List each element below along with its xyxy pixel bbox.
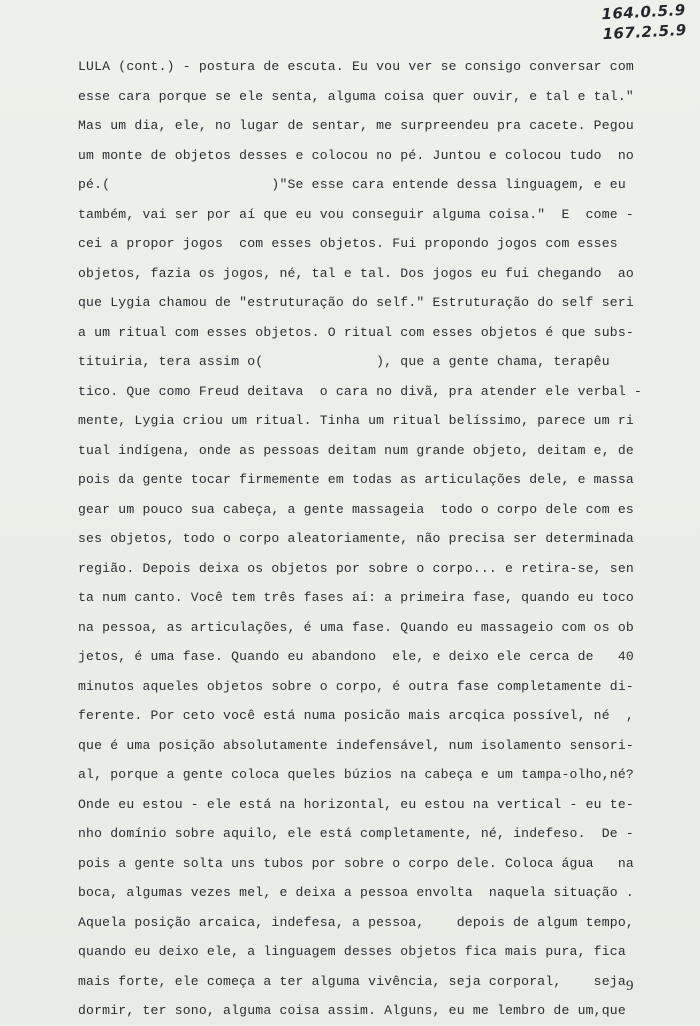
text-line: a um ritual com esses objetos. O ritual com esses objetos é que subs- <box>78 324 634 340</box>
text-line: ta num canto. Você tem três fases aí: a primeira fase, quando eu toco <box>78 590 634 605</box>
text-line: jetos, é uma fase. Quando eu abandono ele, e deixo ele cerca de 40 <box>78 649 634 664</box>
text-line: também, vai ser por aí que eu vou conseguir alguma coisa." E come - <box>78 206 634 222</box>
text-line: que é uma posição absolutamente indefensável, num isolamento sensori- <box>78 737 634 753</box>
text-line: pois a gente solta uns tubos por sobre o corpo dele. Coloca água na <box>78 855 634 871</box>
text-line: Mas um dia, ele, no lugar de sentar, me surpreendeu pra cacete. Pegou <box>78 118 634 133</box>
text-line: gear um pouco sua cabeça, a gente massageia todo o corpo dele com es <box>78 501 634 517</box>
text-line: mais forte, ele começa a ter alguma vivência, seja corporal, seja <box>78 973 626 989</box>
text-line: um monte de objetos desses e colocou no pé. Juntou e colocou tudo no <box>78 147 634 163</box>
text-line: tituiria, tera assim o( ), que a gente chama, terapêu <box>78 354 610 369</box>
text-line: LULA (cont.) - postura de escuta. Eu vou ver se consigo conversar com <box>78 59 634 74</box>
text-line: Aquela posição arcaica, indefesa, a pessoa, depois de algum tempo, <box>78 914 634 930</box>
text-line: tual indígena, onde as pessoas deitam num grande objeto, deitam e, de <box>78 442 634 458</box>
text-line: objetos, fazia os jogos, né, tal e tal. Dos jogos eu fui chegando ao <box>78 265 634 281</box>
handwritten-annotation <box>601 0 687 44</box>
text-line: Onde eu estou - ele está na horizontal, eu estou na vertical - eu te- <box>78 796 634 812</box>
text-line: que Lygia chamou de "estruturação do self." Estruturação do self seri <box>78 295 634 310</box>
text-line: nho domínio sobre aquilo, ele está completamente, né, indefeso. De - <box>78 826 634 841</box>
text-line: tico. Que como Freud deitava o cara no divã, pra atender ele verbal - <box>78 383 643 399</box>
text-line: ses objetos, todo o corpo aleatoriamente, não precisa ser determinada <box>78 531 634 546</box>
text-line: dormir, ter sono, alguma coisa assim. Alguns, eu me lembro de um,que <box>78 1003 626 1018</box>
text-line: esse cara porque se ele senta, alguma coisa quer ouvir, e tal e tal." <box>78 88 634 104</box>
text-line: pé.( )"Se esse cara entende dessa linguagem, e eu <box>78 177 626 192</box>
text-line: região. Depois deixa os objetos por sobre o corpo... e retira-se, sen <box>78 560 634 576</box>
annotation-line-2: 167.2.5.9 <box>601 20 687 44</box>
text-line: na pessoa, as articulações, é uma fase. Quando eu massageio com os ob <box>78 619 634 635</box>
text-line: minutos aqueles objetos sobre o corpo, é outra fase completamente di- <box>78 678 634 694</box>
text-line: cei a propor jogos com esses objetos. Fui propondo jogos com esses <box>78 236 618 251</box>
text-line: ferente. Por ceto você está numa posicão mais arcqica possível, né , <box>78 708 634 723</box>
text-line: pois da gente tocar firmemente em todas as articulações dele, e massa <box>78 472 634 487</box>
annotation-line-1: 164.0.5.9 <box>600 0 686 24</box>
text-line: al, porque a gente coloca queles búzios na cabeça e um tampa-olho,né? <box>78 767 634 782</box>
text-line: quando eu deixo ele, a linguagem desses objetos fica mais pura, fica <box>78 944 626 959</box>
page-number: 9 <box>626 978 634 994</box>
text-line: boca, algumas vezes mel, e deixa a pessoa envolta naquela situação . <box>78 885 634 900</box>
typewritten-body-text <box>78 52 658 1026</box>
text-line: mente, Lygia criou um ritual. Tinha um ritual belíssimo, parece um ri <box>78 413 634 428</box>
